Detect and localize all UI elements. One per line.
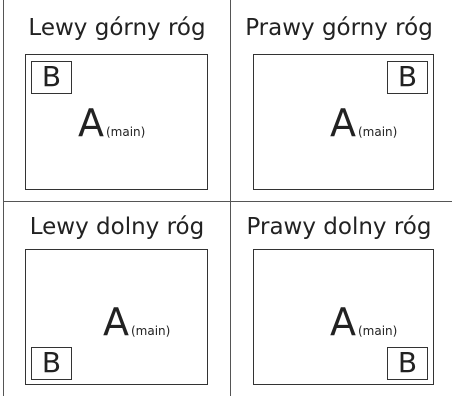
main-label-a: A	[78, 101, 104, 145]
screen-top-left	[25, 54, 208, 190]
title-bottom-right: Prawy dolny róg	[246, 214, 432, 240]
main-label-a: A	[103, 300, 129, 344]
pip-window-b: B	[31, 61, 72, 94]
pip-window-b: B	[387, 61, 428, 94]
title-top-right: Prawy górny róg	[245, 15, 433, 41]
screen-bottom-left	[25, 249, 208, 385]
main-label-a: A	[330, 300, 356, 344]
title-bottom-left: Lewy dolny róg	[29, 214, 205, 240]
main-window-label	[330, 302, 397, 342]
pip-window-b: B	[31, 347, 72, 380]
center-divider	[230, 0, 231, 396]
left-border	[3, 0, 4, 396]
main-label-a: A	[330, 101, 356, 145]
middle-divider	[3, 201, 452, 202]
main-window-label	[78, 103, 145, 143]
main-window-label	[103, 302, 170, 342]
main-label-sub: (main)	[131, 324, 171, 338]
screen-bottom-right	[253, 249, 434, 385]
main-label-sub: (main)	[106, 125, 146, 139]
main-label-sub: (main)	[358, 125, 398, 139]
main-label-sub: (main)	[358, 324, 398, 338]
screen-top-right	[253, 54, 434, 190]
main-window-label	[330, 103, 397, 143]
title-top-left: Lewy górny róg	[28, 15, 206, 41]
pip-window-b: B	[387, 347, 428, 380]
